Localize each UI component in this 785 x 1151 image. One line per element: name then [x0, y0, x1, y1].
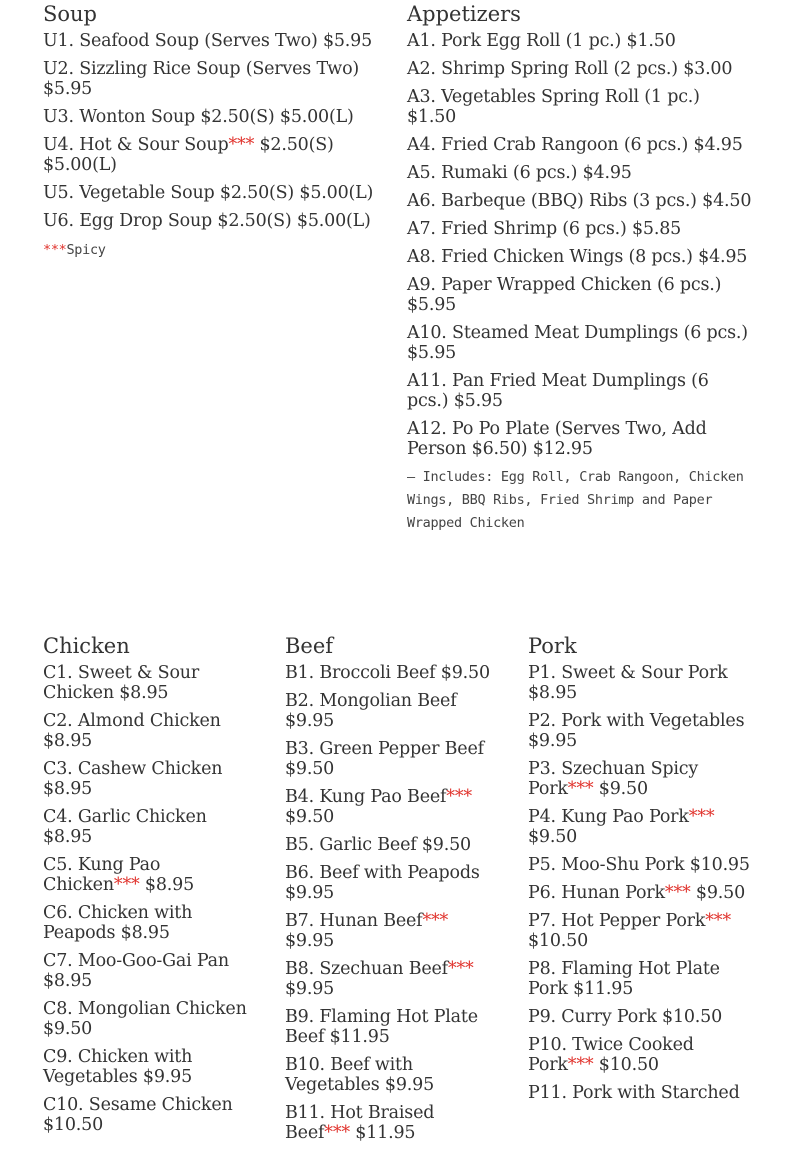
menu-item-price: $9.95 [285, 979, 335, 999]
appetizers-section [407, 2, 752, 535]
spicy-marker: *** [567, 1055, 594, 1075]
menu-item-text: U5. Vegetable Soup $2.50(S) $5.00(L) [43, 183, 374, 203]
soup-section [43, 2, 388, 262]
soup-title: Soup [43, 2, 97, 26]
menu-item-text: C6. Chicken with Peapods $8.95 [43, 903, 193, 943]
spicy-legend-marker: *** [43, 242, 67, 258]
menu-item [407, 163, 752, 183]
spicy-legend-text: Spicy [66, 242, 106, 258]
menu-item-text: A4. Fried Crab Rangoon (6 pcs.) $4.95 [407, 135, 743, 155]
menu-item-price: $2.50(S) $5.00(L) [43, 135, 334, 175]
menu-item [285, 691, 500, 731]
menu-item-text: B7. Hunan Beef [285, 911, 423, 931]
menu-item-text: C10. Sesame Chicken $10.50 [43, 1095, 233, 1135]
beef-list [285, 663, 500, 1143]
pork-title: Pork [528, 634, 577, 658]
menu-item-text: B1. Broccoli Beef $9.50 [285, 663, 490, 683]
menu-item [528, 855, 750, 875]
spicy-marker: *** [447, 959, 474, 979]
spicy-marker: *** [705, 911, 731, 931]
menu-item [285, 739, 500, 779]
menu-item [43, 855, 248, 895]
menu-item-text: A2. Shrimp Spring Roll (2 pcs.) $3.00 [407, 59, 733, 79]
menu-item [528, 1083, 750, 1103]
menu-item [43, 1095, 248, 1135]
spicy-marker: *** [422, 911, 449, 931]
menu-item-text: C1. Sweet & Sour Chicken $8.95 [43, 663, 200, 703]
chicken-title: Chicken [43, 634, 130, 658]
menu-item-text: C7. Moo-Goo-Gai Pan $8.95 [43, 951, 229, 991]
menu-item-text: B4. Kung Pao Beef [285, 787, 447, 807]
menu-item [43, 951, 248, 991]
menu-item [407, 31, 752, 51]
menu-item-text: A9. Paper Wrapped Chicken (6 pcs.) $5.95 [407, 275, 722, 315]
menu-item [285, 1055, 500, 1095]
menu-item [407, 87, 752, 127]
menu-item [407, 371, 752, 411]
menu-item-text: C2. Almond Chicken $8.95 [43, 711, 221, 751]
menu-item [285, 959, 500, 999]
menu-item [43, 107, 388, 127]
menu-item-text: A1. Pork Egg Roll (1 pc.) $1.50 [407, 31, 676, 51]
spicy-marker: *** [113, 875, 140, 895]
menu-item-text: A5. Rumaki (6 pcs.) $4.95 [407, 163, 632, 183]
menu-item-text: C4. Garlic Chicken $8.95 [43, 807, 207, 847]
menu-item-text: U3. Wonton Soup $2.50(S) $5.00(L) [43, 107, 354, 127]
appetizers-list [407, 31, 752, 459]
menu-item [528, 711, 750, 751]
menu-item-text: P6. Hunan Pork [528, 883, 665, 903]
menu-item-price: $10.50 [593, 1055, 659, 1075]
menu-item-text: P10. Twice Cooked Pork [528, 1035, 694, 1075]
menu-item [285, 663, 500, 683]
menu-item-text: U1. Seafood Soup (Serves Two) $5.95 [43, 31, 373, 51]
menu-item-text: B3. Green Pepper Beef $9.50 [285, 739, 484, 779]
menu-item [528, 663, 750, 703]
menu-item [528, 959, 750, 999]
spicy-marker: *** [688, 807, 715, 827]
menu-item [407, 59, 752, 79]
menu-item [43, 807, 248, 847]
appetizers-title: Appetizers [407, 2, 521, 26]
menu-item [43, 183, 388, 203]
menu-item-text: P2. Pork with Vegetables $9.95 [528, 711, 745, 751]
menu-item-text: A7. Fried Shrimp (6 pcs.) $5.85 [407, 219, 682, 239]
menu-item-text: B9. Flaming Hot Plate Beef $11.95 [285, 1007, 478, 1047]
menu-item [528, 911, 750, 951]
menu-item [43, 711, 248, 751]
spicy-marker: *** [567, 779, 594, 799]
menu-item-text: A8. Fried Chicken Wings (8 pcs.) $4.95 [407, 247, 748, 267]
spicy-marker: *** [228, 135, 255, 155]
menu-item [43, 135, 388, 175]
menu-item [407, 419, 752, 459]
menu-item-text: B8. Szechuan Beef [285, 959, 448, 979]
menu-item [528, 759, 750, 799]
menu-item-text: B10. Beef with Vegetables $9.95 [285, 1055, 435, 1095]
menu-item-text: P11. Pork with Starched [528, 1083, 740, 1103]
menu-item-price: $8.95 [139, 875, 195, 895]
menu-item-text: P3. Szechuan Spicy Pork [528, 759, 699, 799]
menu-item-text: A3. Vegetables Spring Roll (1 pc.) $1.50 [407, 87, 700, 127]
menu-item-text: B6. Beef with Peapods $9.95 [285, 863, 480, 903]
menu-item-price: $9.50 [593, 779, 648, 799]
menu-item [285, 1007, 500, 1047]
menu-item-price: $9.50 [528, 827, 578, 847]
menu-item-text: C5. Kung Pao Chicken [43, 855, 161, 895]
beef-title: Beef [285, 634, 334, 658]
menu-item-text: C8. Mongolian Chicken $9.50 [43, 999, 247, 1039]
menu-item [285, 863, 500, 903]
menu-item [285, 1103, 500, 1143]
menu-item-text: C3. Cashew Chicken $8.95 [43, 759, 223, 799]
menu-item-text: P5. Moo-Shu Pork $10.95 [528, 855, 750, 875]
menu-item [407, 191, 752, 211]
po-po-plate-note: — Includes: Egg Roll, Crab Rangoon, Chicken Wings, BBQ Ribs, Fried Shrimp and Paper Wrapped Chicken [407, 469, 744, 531]
menu-item-text: P8. Flaming Hot Plate Pork $11.95 [528, 959, 720, 999]
beef-section [285, 634, 500, 1151]
menu-item [43, 663, 248, 703]
menu-item-price: $9.50 [690, 883, 746, 903]
menu-item-text: B5. Garlic Beef $9.50 [285, 835, 471, 855]
spicy-marker: *** [446, 787, 472, 807]
menu-item [285, 835, 500, 855]
pork-section [528, 634, 750, 1111]
pork-list [528, 663, 750, 1103]
menu-item-text: P7. Hot Pepper Pork [528, 911, 706, 931]
menu-item-text: A12. Po Po Plate (Serves Two, Add Person $6.50) $12.95 [407, 419, 707, 459]
menu-item [407, 247, 752, 267]
menu-item [407, 275, 752, 315]
menu-item-text: P4. Kung Pao Pork [528, 807, 689, 827]
menu-item [43, 999, 248, 1039]
menu-item-price: $10.50 [528, 931, 589, 951]
menu-item [528, 807, 750, 847]
menu-item [43, 31, 388, 51]
spicy-legend [43, 239, 388, 262]
spicy-marker: *** [664, 883, 691, 903]
menu-item-text: B11. Hot Braised Beef [285, 1103, 435, 1143]
chicken-list [43, 663, 248, 1135]
menu-item-text: P9. Curry Pork $10.50 [528, 1007, 723, 1027]
menu-item-price: $9.50 [285, 807, 335, 827]
menu-item [407, 219, 752, 239]
menu-item [43, 59, 388, 99]
menu-item [528, 1007, 750, 1027]
menu-item [528, 1035, 750, 1075]
menu-item-text: U6. Egg Drop Soup $2.50(S) $5.00(L) [43, 211, 371, 231]
menu-item [407, 135, 752, 155]
menu-item [43, 759, 248, 799]
menu-item [285, 911, 500, 951]
spicy-marker: *** [324, 1123, 350, 1143]
menu-item-text: A10. Steamed Meat Dumplings (6 pcs.) $5.95 [407, 323, 748, 363]
menu-item-text: A6. Barbeque (BBQ) Ribs (3 pcs.) $4.50 [407, 191, 752, 211]
menu-item [43, 903, 248, 943]
soup-list [43, 31, 388, 231]
menu-item-price: $11.95 [349, 1123, 416, 1143]
menu-item-text: U4. Hot & Sour Soup [43, 135, 229, 155]
menu-item-text: U2. Sizzling Rice Soup (Serves Two) $5.95 [43, 59, 360, 99]
menu-item [528, 883, 750, 903]
menu-item-text: A11. Pan Fried Meat Dumplings (6 pcs.) $5.95 [407, 371, 709, 411]
menu-item-text: C9. Chicken with Vegetables $9.95 [43, 1047, 193, 1087]
menu-item [285, 787, 500, 827]
menu-item-text: P1. Sweet & Sour Pork $8.95 [528, 663, 728, 703]
menu-item [407, 323, 752, 363]
menu-item-price: $9.95 [285, 931, 335, 951]
menu-item [43, 211, 388, 231]
chicken-section [43, 634, 248, 1143]
menu-item-text: B2. Mongolian Beef $9.95 [285, 691, 457, 731]
menu-item [43, 1047, 248, 1087]
